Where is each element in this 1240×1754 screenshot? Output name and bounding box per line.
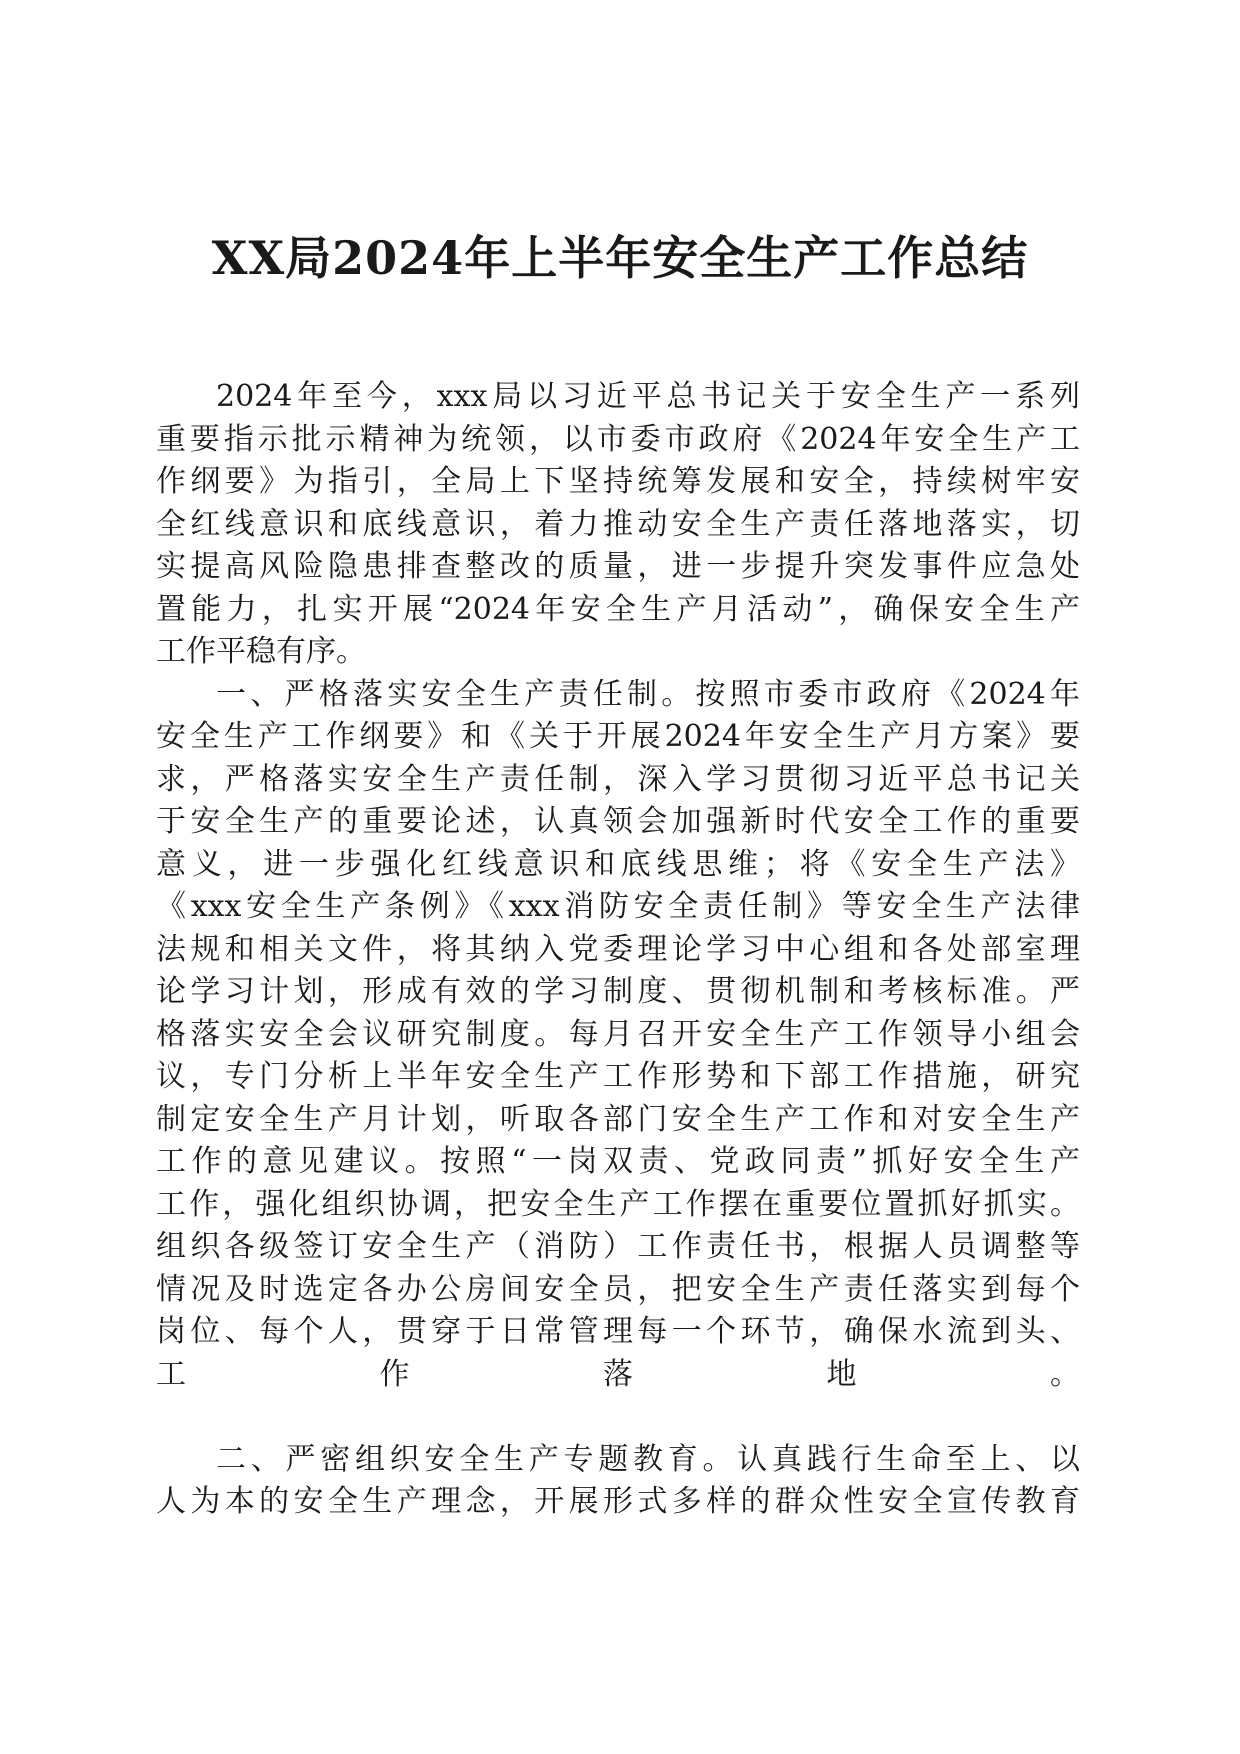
- text-line: 情况及时选定各办公房间安全员，把安全生产责任落实到每个: [156, 1271, 1080, 1307]
- text-line: 全红线意识和底线意识，着力推动安全生产责任落地落实，切: [156, 506, 1080, 542]
- text-line: 论学习计划，形成有效的学习制度、贯彻机制和考核标准。严: [156, 974, 1080, 1009]
- text-line: 《xxx安全生产条例》《xxx消防安全责任制》等安全生产法律: [156, 889, 1080, 924]
- text-line: 工作平稳有序。: [156, 634, 366, 669]
- text-line: 置能力，扎实开展“2024年安全生产月活动”，确保安全生产: [156, 591, 1080, 627]
- text-line: 组织各级签订安全生产（消防）工作责任书，根据人员调整等: [156, 1229, 1080, 1264]
- text-line: 工作的意见建议。按照“一岗双责、党政同责”抓好安全生产: [156, 1144, 1080, 1179]
- text-line: 意义，进一步强化红线意识和底线思维；将《安全生产法》: [156, 846, 1080, 882]
- document-body: [156, 376, 1080, 1524]
- text-line: 二、严密组织安全生产专题教育。认真践行生命至上、以: [216, 1441, 1080, 1477]
- text-line: 一、严格落实安全生产责任制。按照市委市政府《2024年: [216, 676, 1080, 712]
- text-line: 2024年至今，xxx局以习近平总书记关于安全生产一系列: [216, 379, 1080, 414]
- text-line: 制定安全生产月计划，听取各部门安全生产工作和对安全生产: [156, 1101, 1080, 1137]
- text-line: 岗位、每个人，贯穿于日常管理每一个环节，确保水流到头、: [156, 1314, 1080, 1349]
- text-line: 工作落地。: [156, 1356, 1080, 1392]
- text-line: [156, 1396, 1080, 1439]
- paragraph-intro: [156, 376, 1080, 674]
- text-line: 格落实安全会议研究制度。每月召开安全生产工作领导小组会: [156, 1016, 1080, 1052]
- paragraph-section-one: [156, 674, 1080, 1439]
- text-line: 求，严格落实安全生产责任制，深入学习贯彻习近平总书记关: [156, 761, 1080, 797]
- text-line: 人为本的安全生产理念，开展形式多样的群众性安全宣传教育: [156, 1484, 1080, 1519]
- paragraph-section-two: [156, 1439, 1080, 1524]
- text-line: 于安全生产的重要论述，认真领会加强新时代安全工作的重要: [156, 804, 1080, 839]
- text-line: 实提高风险隐患排查整改的质量，进一步提升突发事件应急处: [156, 549, 1080, 584]
- text-line: 重要指示批示精神为统领，以市委市政府《2024年安全生产工: [156, 421, 1080, 457]
- text-line: 议，专门分析上半年安全生产工作形势和下部工作措施，研究: [156, 1059, 1080, 1094]
- text-line: 法规和相关文件，将其纳入党委理论学习中心组和各处部室理: [156, 931, 1080, 967]
- text-line: 安全生产工作纲要》和《关于开展2024年安全生产月方案》要: [156, 719, 1080, 754]
- text-line: 工作，强化组织协调，把安全生产工作摆在重要位置抓好抓实。: [156, 1186, 1080, 1222]
- text-line: 作纲要》为指引，全局上下坚持统筹发展和安全，持续树牢安: [156, 464, 1080, 499]
- document-title: XX局2024年上半年安全生产工作总结: [211, 231, 1029, 285]
